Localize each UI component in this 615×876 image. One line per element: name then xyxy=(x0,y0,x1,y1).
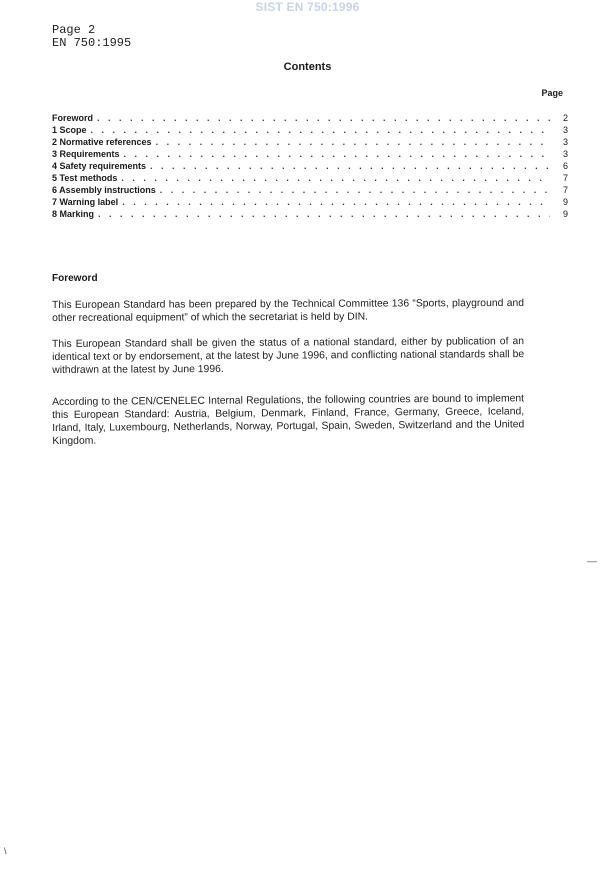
toc-entry[interactable] xyxy=(52,184,568,196)
toc-entry-label: 1 Scope xyxy=(52,125,87,135)
foreword-heading: Foreword xyxy=(52,273,98,284)
foreword-paragraph: According to the CEN/CENELEC Internal Regulations, the following countries are bound to implement this European Standard: Austria, Belgium, Denmark, Finland, France, Germany, Greece, Iceland, Irland, Italy, Luxembourg, Netherlands, Norway, Portugal, Spain, Sweden, Switzerland and the United Kingdom. xyxy=(52,393,525,447)
toc-leader-dots xyxy=(124,148,550,160)
standard-number-line: EN 750:1995 xyxy=(52,36,132,50)
toc-leader-dots xyxy=(150,160,550,172)
foreword-paragraph: This European Standard shall be given the status of a national standard, either by publication of an identical text or by endorsement, at the latest by June 1996, and conflicting national standards shall be withdrawn at the latest by June 1996. xyxy=(52,336,525,376)
scan-mark: \ xyxy=(4,846,7,856)
page-number-line: Page 2 xyxy=(52,23,96,37)
toc-leader-dots xyxy=(156,136,550,148)
contents-title: Contents xyxy=(283,61,332,73)
toc-entry[interactable] xyxy=(52,124,568,136)
toc-entry-label: Foreword xyxy=(52,113,94,123)
toc-entry-page: 7 xyxy=(562,173,568,183)
table-of-contents xyxy=(52,112,568,220)
toc-entry[interactable] xyxy=(52,160,568,172)
toc-entry-page: 9 xyxy=(562,209,568,219)
toc-entry-label: 7 Warning label xyxy=(52,197,119,207)
toc-entry-page: 3 xyxy=(562,137,568,147)
foreword-paragraph: This European Standard has been prepared by the Technical Committee 136 “Sports, playground and other recreational equipment” of which the secretariat is held by DIN. xyxy=(52,297,525,324)
toc-leader-dots xyxy=(91,124,550,136)
toc-entry-label: 8 Marking xyxy=(52,209,95,219)
toc-entry-page: 3 xyxy=(562,125,568,135)
toc-leader-dots xyxy=(121,172,550,184)
toc-entry-label: 5 Test methods xyxy=(52,173,118,183)
toc-leader-dots xyxy=(97,112,550,124)
toc-entry[interactable] xyxy=(52,208,568,220)
page-column-label: Page xyxy=(541,88,563,98)
toc-entry-label: 4 Safety requirements xyxy=(52,161,147,171)
toc-leader-dots xyxy=(98,208,550,220)
toc-entry[interactable] xyxy=(52,148,568,160)
toc-leader-dots xyxy=(122,196,550,208)
scan-mark: –– xyxy=(586,556,597,566)
watermark: SIST EN 750:1996 xyxy=(255,0,360,14)
toc-entry[interactable] xyxy=(52,112,568,124)
toc-entry-page: 6 xyxy=(562,161,568,171)
toc-entry-page: 7 xyxy=(562,185,568,195)
page-header xyxy=(52,24,131,50)
toc-entry-page: 9 xyxy=(562,197,568,207)
toc-entry-page: 3 xyxy=(562,149,568,159)
toc-entry-page: 2 xyxy=(562,113,568,123)
toc-entry-label: 6 Assembly instructions xyxy=(52,185,156,195)
toc-entry-label: 3 Requirements xyxy=(52,149,120,159)
toc-entry[interactable] xyxy=(52,172,568,184)
toc-entry[interactable] xyxy=(52,136,568,148)
toc-entry[interactable] xyxy=(52,196,568,208)
toc-leader-dots xyxy=(160,184,550,196)
toc-entry-label: 2 Normative references xyxy=(52,137,152,147)
